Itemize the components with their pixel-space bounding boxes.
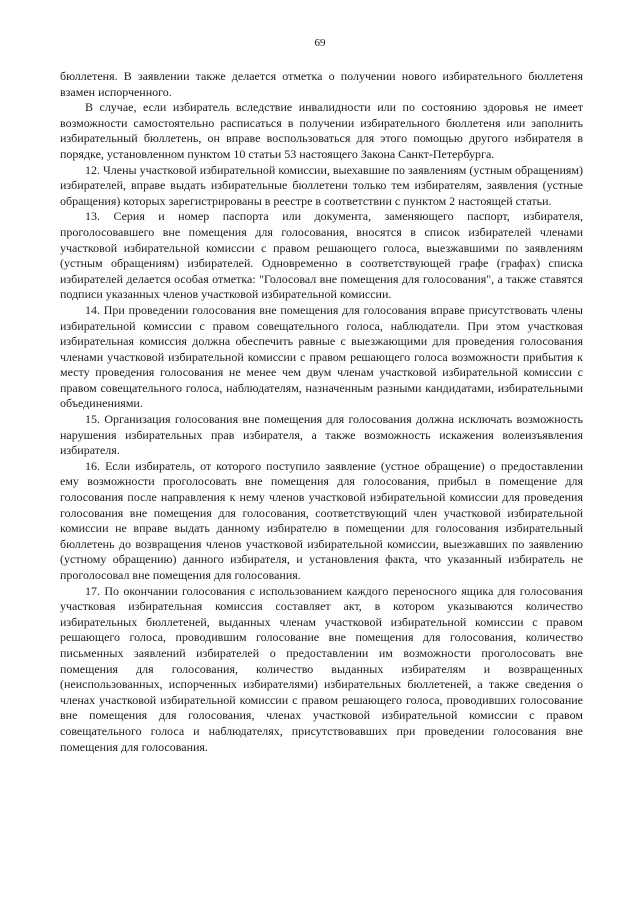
paragraph-17: 17. По окончании голосования с использованием каждого переносного ящика для голосования участковая избирательная комиссия составляет акт, в котором указываются количество избирательных бюллетеней, выданных членам участковой избирательной комиссии с правом решающего голоса, проводившим голосование вне помещения для голосования, количество письменных заявлений избирателей о предоставлении им возможности проголосовать вне помещения для голосования, количество выданных избирателям и возвращенных (неиспользованных, испорченных избирателями) избирательных бюллетеней, а также сведения о членах участковой избирательной комиссии с правом решающего голоса, проводивших голосование вне помещения для голосования, членах участковой избирательной комиссии с правом совещательного голоса и наблюдателях, присутствовавших при проведении голосования вне помещения для голосования. xyxy=(60,583,583,754)
paragraph-16: 16. Если избиратель, от которого поступило заявление (устное обращение) о предоставлении ему возможности проголосовать вне помещения для голосования, прибыл в помещение для голосования после направления к нему членов участковой избирательной комиссии для проведения голосования вне помещения для голосования, соответствующий член участковой избирательной комиссии не вправе выдать данному избирателю в помещении для голосования избирательный бюллетень до возвращения членов участковой избирательной комиссии, выезжавших по заявлению (устному обращению) данного избирателя, и установления факта, что указанный избиратель не проголосовал вне помещения для голосования. xyxy=(60,458,583,582)
paragraph-15: 15. Организация голосования вне помещения для голосования должна исключать возможность нарушения избирательных прав избирателя, а также возможность искажения волеизъявления избирателя. xyxy=(60,412,583,458)
document-body xyxy=(60,69,583,755)
paragraph-continuation: бюллетеня. В заявлении также делается отметка о получении нового избирательного бюллетеня взамен испорченного. xyxy=(60,69,583,99)
paragraph-disability: В случае, если избиратель вследствие инвалидности или по состоянию здоровья не имеет возможности самостоятельно расписаться в получении избирательного бюллетеня или заполнить избирательный бюллетень, он вправе воспользоваться для этого помощью другого избирателя в порядке, установленном пунктом 10 статьи 53 настоящего Закона Санкт-Петербурга. xyxy=(60,100,583,161)
paragraph-14: 14. При проведении голосования вне помещения для голосования вправе присутствовать члены избирательной комиссии с правом совещательного голоса, наблюдатели. При этом участковая избирательная комиссия должна обеспечить равные с выезжающими для проведения голосования членами участковой избирательной комиссии с правом решающего голоса возможности прибытия к месту проведения голосования не менее чем двум членам участковой избирательной комиссии с правом совещательного голоса, наблюдателям, назначенным разными кандидатами, избирательными объединениями. xyxy=(60,302,583,411)
page-number: 69 xyxy=(314,37,326,49)
paragraph-12: 12. Члены участковой избирательной комиссии, выехавшие по заявлениям (устным обращениям) избирателей, вправе выдать избирательные бюллетени только тем избирателям, заявления (устные обращения) которых зарегистрированы в реестре в соответствии с пунктом 2 настоящей статьи. xyxy=(60,162,583,208)
paragraph-13: 13. Серия и номер паспорта или документа, заменяющего паспорт, избирателя, проголосовавшего вне помещения для голосования, вносятся в список избирателей членами участковой избирательной комиссии с правом решающего голоса, выезжавшими по заявлениям (устным обращениям) избирателей. Одновременно в соответствующей графе (графах) списка избирателей делается особая отметка: "Голосовал вне помещения для голосования", а также ставятся подписи указанных членов участковой избирательной комиссии. xyxy=(60,209,583,302)
